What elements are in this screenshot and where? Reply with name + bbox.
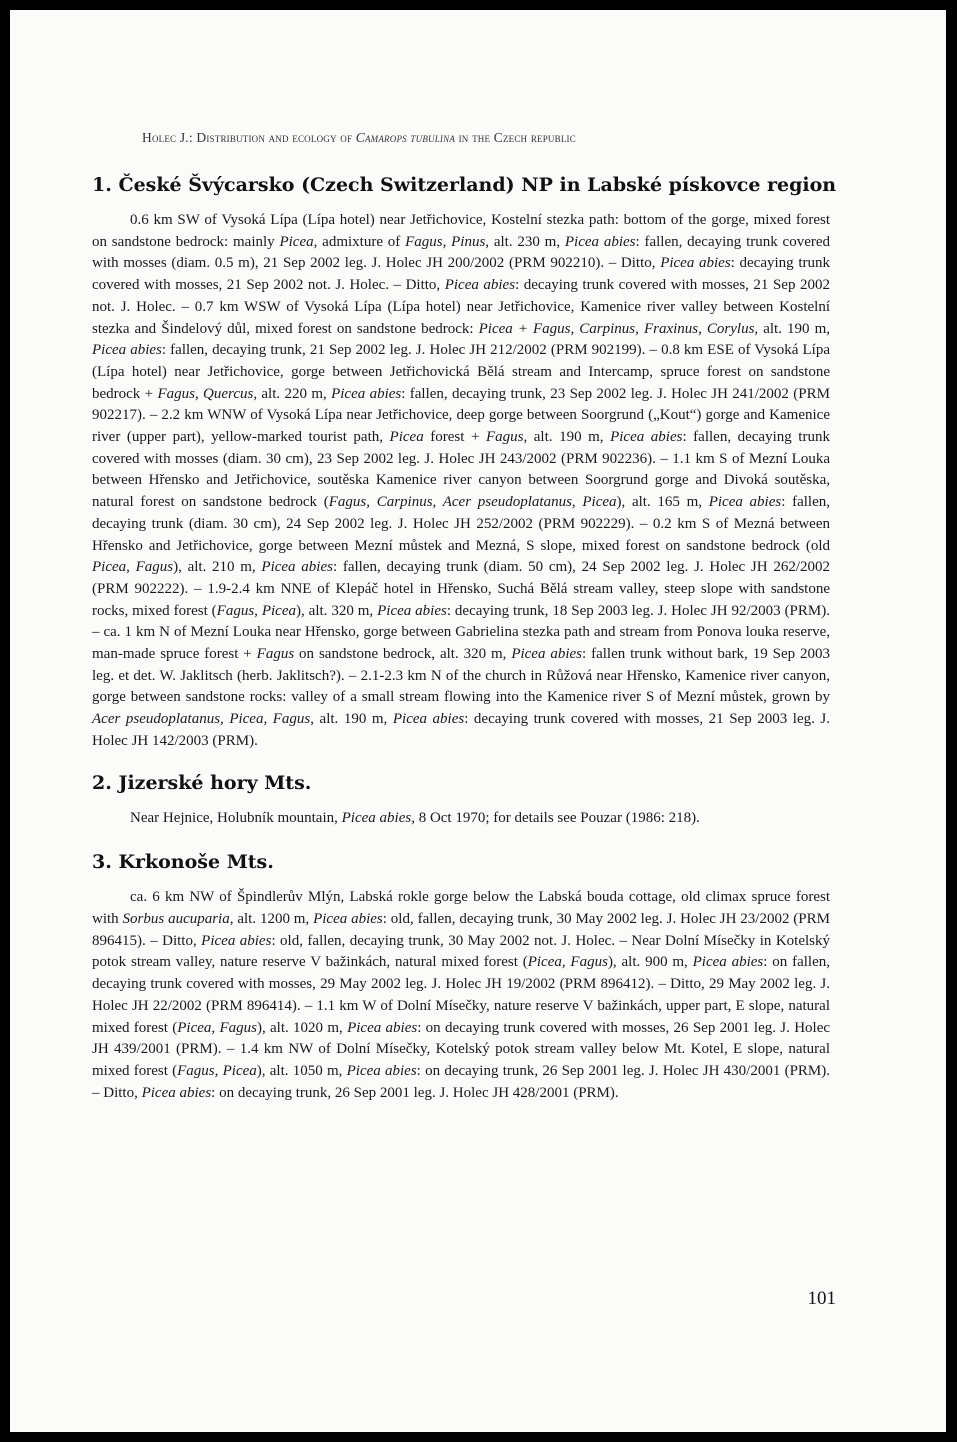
text-run: : on fallen, decaying trunk covered with mosses, 29 May 2002 leg. J. Holec JH 19/2002 (PRM 896412). – Ditto, 29 May 2002 leg. J. Holec JH 22/2002 (PRM 896414). – 1.1 km W of Dolní Mísečky, nature reserve V bažinkách, upper part, E slope, natural mixed forest ( — [92, 954, 830, 1036]
text-run: , alt. 230 m, — [485, 233, 565, 250]
taxon-name: Picea, Fagus — [92, 559, 174, 576]
taxon-name: Sorbus aucuparia — [122, 910, 230, 927]
taxon-name: Picea abies — [141, 1084, 212, 1101]
taxon-name: Picea abies — [660, 255, 731, 272]
section-body-3 — [92, 887, 830, 1104]
taxon-name: Picea abies — [392, 711, 465, 728]
text-run: , alt. 220 m, — [253, 385, 332, 402]
text-run: : decaying trunk, 18 Sep 2003 leg. J. Holec JH 92/2003 (PRM). – ca. 1 km N of Mezní Louka near Hřensko, gorge between Gabrielina stezka path and stream from Ponova louka reserve, man-made spruce forest + — [92, 602, 830, 663]
text-run: forest + — [423, 429, 486, 446]
text-run: ), alt. 165 m, — [616, 494, 709, 511]
text-run: , alt. 190 m, — [523, 429, 611, 446]
taxon-name: Fagus, Quercus — [157, 385, 254, 402]
taxon-name: Fagus, Pinus — [405, 233, 486, 250]
taxon-name: Fagus — [485, 429, 524, 446]
text-run: : decaying trunk covered with mosses, 21 Sep 2002 not. J. Holec. – Ditto, — [92, 255, 830, 294]
taxon-name: Fagus, Picea — [177, 1062, 257, 1079]
taxon-name: Picea abies — [692, 954, 764, 971]
section-body-1 — [92, 210, 830, 753]
section-body-2 — [92, 808, 830, 830]
section-heading-1: 1. České Švýcarsko (Czech Switzerland) NP in Labské pískovce region — [92, 174, 837, 196]
running-head — [142, 130, 862, 146]
taxon-name: Fagus, Picea — [216, 602, 296, 619]
taxon-name: Picea — [279, 233, 314, 250]
section-heading-2: 2. Jizerské hory Mts. — [92, 771, 312, 794]
text-run: ca. 6 km NW of Špindlerův Mlýn, Labská rokle gorge below the Labská bouda cottage, old climax spruce forest with — [92, 889, 830, 927]
text-run: : fallen, decaying trunk, 21 Sep 2002 leg. J. Holec JH 212/2002 (PRM 902199). – 0.8 km ESE of Vysoká Lípa (Lípa hotel) near Jetřichovice, gorge between Jetřichovická Bělá stream and Intercamp, spruce forest on sandstone bedrock + — [92, 342, 830, 402]
running-head-species: Camarops tubulina — [355, 130, 456, 145]
text-run: ), alt. 210 m, — [173, 559, 262, 576]
taxon-name: Picea + Fagus, Carpinus, Fraxinus, Corylus — [478, 320, 755, 337]
taxon-name: Picea, Fagus — [177, 1019, 257, 1036]
text-run: , 8 Oct 1970; for details see Pouzar (1986: 218). — [411, 809, 700, 826]
taxon-name: Picea abies — [511, 646, 583, 663]
text-run: , alt. 190 m, — [310, 711, 393, 728]
taxon-name: Picea abies — [201, 932, 272, 949]
taxon-name: Picea abies — [708, 494, 782, 511]
text-run: : fallen, decaying trunk (diam. 30 cm), 24 Sep 2002 leg. J. Holec JH 252/2002 (PRM 902229). – 0.2 km S of Mezná between Hřensko and Jetřichovice, gorge between Mezní můstek and Mezná, S slope, mixed forest on sandstone bedrock (old — [92, 494, 830, 554]
text-run: : fallen, decaying trunk covered with mosses (diam. 0.5 m), 21 Sep 2002 leg. J. Holec JH 200/2002 (PRM 902210). – Ditto, — [92, 233, 831, 272]
text-run: , alt. 1200 m, — [229, 910, 314, 927]
taxon-name: Picea abies — [331, 385, 402, 402]
taxon-name: Fagus — [256, 646, 295, 663]
text-run: : fallen, decaying trunk (diam. 50 cm), 24 Sep 2002 leg. J. Holec JH 262/2002 (PRM 902222). – 1.9-2.4 km NNE of Klepáč hotel in Hřensko, Suchá Bělá stream valley, steep slope with sandstone rocks, mixed forest ( — [92, 559, 830, 619]
taxon-name: Picea abies — [377, 602, 447, 619]
text-run: , alt. 190 m, — [754, 320, 830, 337]
text-run: ), alt. 900 m, — [607, 954, 693, 971]
text-run: ), alt. 1020 m, — [256, 1019, 348, 1036]
taxon-name: Picea, Fagus — [527, 954, 608, 971]
text-run: : on decaying trunk, 26 Sep 2001 leg. J. Holec JH 428/2001 (PRM). — [211, 1084, 619, 1101]
taxon-name: Picea abies — [564, 233, 636, 250]
running-head-author: Holec J.: — [142, 130, 193, 145]
running-head-title-part2: in the Czech republic — [458, 130, 576, 145]
text-run: Near Hejnice, Holubník mountain, — [130, 809, 342, 826]
text-run: on sandstone bedrock, alt. 320 m, — [294, 646, 512, 663]
text-run: ), alt. 320 m, — [296, 602, 378, 619]
taxon-name: Picea abies — [347, 1019, 418, 1036]
section-heading-3: 3. Krkonoše Mts. — [92, 851, 274, 874]
text-run: : decaying trunk covered with mosses, 21 Sep 2003 leg. J. Holec JH 142/2003 (PRM). — [92, 711, 831, 749]
text-run: : fallen trunk without bark, 19 Sep 2003 leg. et det. W. Jaklitsch (herb. Jaklitsch?). – 2.1-2.3 km N of the church in Růžová near Hřensko, Kamenice river canyon, gorge between sandstone rocks: valley of a small stream flowing into the Kamenice river S of Mezní můstek, grown by — [92, 646, 830, 706]
taxon-name: Picea abies — [313, 910, 383, 927]
taxon-name: Picea abies — [261, 559, 333, 576]
running-head-title-part1: Distribution and ecology of — [196, 130, 353, 145]
taxon-name: Picea abies — [92, 342, 162, 359]
taxon-name: Picea abies — [346, 1062, 417, 1079]
page-number: 101 — [807, 1288, 836, 1309]
taxon-name: Fagus, Carpinus, Acer pseudoplatanus, Picea — [328, 494, 617, 511]
taxon-name: Picea — [389, 429, 424, 446]
text-run: : old, fallen, decaying trunk, 30 May 2002 not. J. Holec. – Near Dolní Mísečky in Kotelský potok stream valley, nature reserve V bažinkách, natural mixed forest ( — [92, 932, 830, 971]
text-run: : on decaying trunk covered with mosses, 26 Sep 2001 leg. J. Holec JH 439/2001 (PRM). – 1.4 km NW of Dolní Mísečky, Kotelský potok stream valley below Mt. Kotel, E slope, natural mixed forest ( — [92, 1019, 831, 1079]
text-run: : decaying trunk covered with mosses, 21 Sep 2002 not. J. Holec. – 0.7 km WSW of Vysoká Lípa (Lípa hotel) near Jetřichovice, Kamenice river valley between Kostelní stezka and Šindelový důl, mixed forest on sandstone bedrock: — [92, 277, 830, 337]
page-content — [92, 174, 837, 1104]
text-run: : fallen, decaying trunk covered with mosses (diam. 30 cm), 23 Sep 2002 leg. J. Holec JH 243/2002 (PRM 902236). – 1.1 km S of Mezní Louka between Hřensko and Jetřichovice, soutěska Kamenice river canyon between Soorgrund gorge and Divoká soutěska, natural forest on sandstone bedrock ( — [92, 429, 830, 511]
text-run: : on decaying trunk, 26 Sep 2001 leg. J. Holec JH 430/2001 (PRM). – Ditto, — [92, 1062, 830, 1101]
text-run: : fallen, decaying trunk, 23 Sep 2002 leg. J. Holec JH 241/2002 (PRM 902217). – 2.2 km WNW of Vysoká Lípa near Jetřichovice, deep gorge between Soorgrund („Kout“) gorge and Kamenice river (upper part), yellow-marked tourist path, — [92, 385, 830, 446]
text-run: 0.6 km SW of Vysoká Lípa (Lípa hotel) near Jetřichovice, Kostelní stezka path: bottom of the gorge, mixed forest on sandstone bedrock: mainly — [92, 212, 830, 250]
text-run: , admixture of — [313, 233, 406, 250]
taxon-name: Picea abies — [341, 809, 412, 826]
taxon-name: Picea abies — [610, 429, 683, 446]
taxon-name: Picea abies — [444, 277, 516, 294]
text-run: : old, fallen, decaying trunk, 30 May 2002 leg. J. Holec JH 23/2002 (PRM 896415). – Ditto, — [92, 910, 830, 949]
text-run: ), alt. 1050 m, — [256, 1062, 347, 1079]
document-page — [10, 10, 946, 1432]
taxon-name: Acer pseudoplatanus, Picea, Fagus — [92, 711, 311, 728]
